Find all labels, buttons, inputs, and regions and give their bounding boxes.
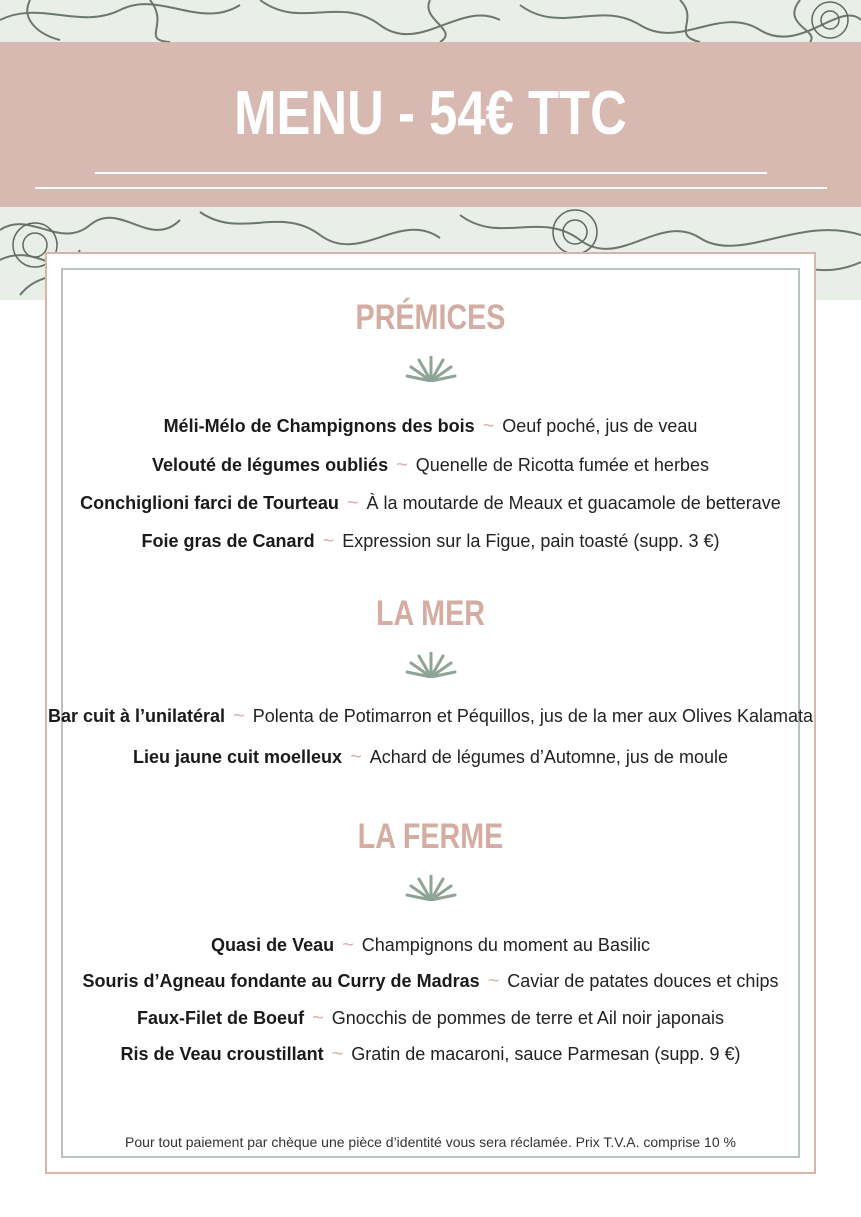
menu-item-name: Faux-Filet de Boeuf xyxy=(137,1008,305,1028)
menu-item-description: À la moutarde de Meaux et guacamole de betterave xyxy=(366,493,781,513)
separator-tilde: ~ xyxy=(482,415,495,437)
section-title-premices: PRÉMICES xyxy=(355,298,506,337)
separator-tilde: ~ xyxy=(396,454,408,476)
menu-item xyxy=(45,1007,816,1030)
separator-tilde: ~ xyxy=(322,530,335,552)
menu-item xyxy=(45,705,816,728)
separator-tilde: ~ xyxy=(346,492,359,514)
menu-item-name: Conchiglioni farci de Tourteau xyxy=(80,493,339,513)
menu-item xyxy=(45,746,816,769)
separator-tilde: ~ xyxy=(312,1007,324,1029)
menu-item-description: Achard de légumes d’Automne, jus de moule xyxy=(369,747,728,767)
title-rule-lower xyxy=(35,187,827,189)
separator-tilde: ~ xyxy=(350,746,362,768)
menu-item-description: Gratin de macaroni, sauce Parmesan (supp. 9 €) xyxy=(351,1044,741,1064)
menu-item xyxy=(45,454,816,477)
menu-item-description: Caviar de patates douces et chips xyxy=(507,971,779,991)
menu-item xyxy=(45,530,816,553)
separator-tilde: ~ xyxy=(342,934,354,956)
menu-item-description: Champignons du moment au Basilic xyxy=(361,935,650,955)
menu-item-name: Foie gras de Canard xyxy=(141,531,315,551)
menu-item-name: Quasi de Veau xyxy=(211,935,335,955)
separator-tilde: ~ xyxy=(331,1043,344,1065)
shell-fan-icon xyxy=(405,652,457,678)
menu-item-name: Ris de Veau croustillant xyxy=(120,1044,324,1064)
menu-item-description: Expression sur la Figue, pain toasté (supp. 3 €) xyxy=(342,531,720,551)
page-title: MENU - 54€ TTC xyxy=(234,79,627,148)
shell-fan-icon xyxy=(405,356,457,382)
menu-item-name: Lieu jaune cuit moelleux xyxy=(133,747,343,767)
shell-fan-icon xyxy=(405,875,457,901)
menu-item-name: Méli-Mélo de Champignons des bois xyxy=(163,416,475,436)
separator-tilde: ~ xyxy=(233,705,245,727)
menu-item xyxy=(45,415,816,438)
title-rule-upper xyxy=(95,172,767,174)
footer-note: Pour tout paiement par chèque une pièce d’identité vous sera réclamée. Prix T.V.A. comprise 10 % xyxy=(125,1134,736,1150)
menu-item-description: Polenta de Potimarron et Péquillos, jus de la mer aux Olives Kalamata xyxy=(252,706,814,726)
menu-item xyxy=(45,934,816,957)
menu-item-name: Souris d’Agneau fondante au Curry de Madras xyxy=(82,971,480,991)
menu-item-name: Bar cuit à l’unilatéral xyxy=(47,706,226,726)
menu-item-name: Velouté de légumes oubliés xyxy=(152,455,389,475)
menu-item-description: Quenelle de Ricotta fumée et herbes xyxy=(415,455,709,475)
section-title-la-mer: LA MER xyxy=(376,594,485,633)
menu-item xyxy=(45,492,816,515)
menu-item-description: Gnocchis de pommes de terre et Ail noir japonais xyxy=(331,1008,724,1028)
section-title-la-ferme: LA FERME xyxy=(357,817,504,856)
menu-item xyxy=(45,970,816,993)
separator-tilde: ~ xyxy=(487,970,500,992)
menu-item xyxy=(45,1043,816,1066)
menu-item-description: Oeuf poché, jus de veau xyxy=(502,416,698,436)
